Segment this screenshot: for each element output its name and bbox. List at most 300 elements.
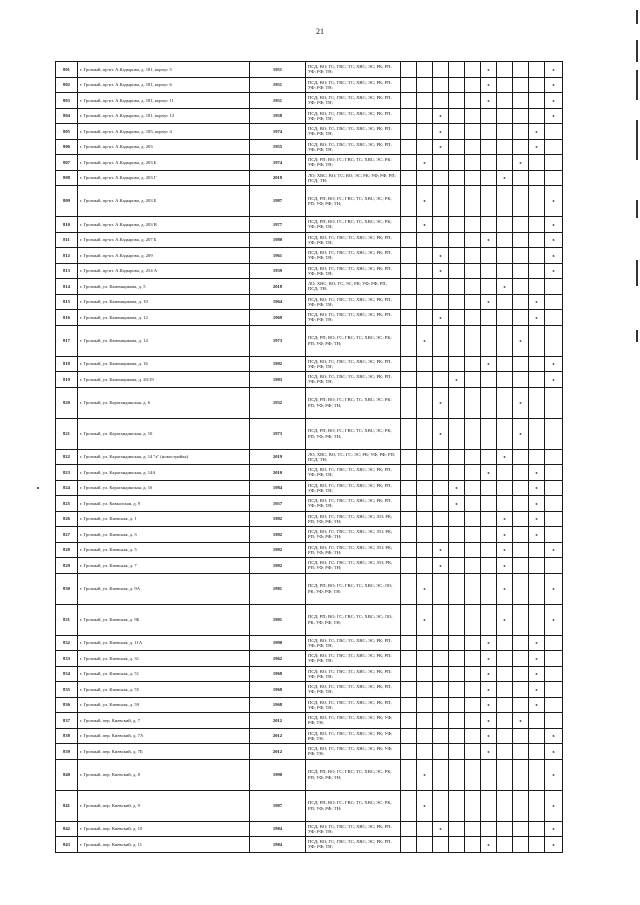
row-works-list: ПСД; РП; ВО; ГС; ГВС; ТС; ХВС; ЭС; ЛО; РК; УФ; РФ; ТН;: [306, 604, 401, 635]
row-mark-cell: [433, 480, 449, 496]
row-mark-cell: [417, 837, 433, 853]
row-year: 1951: [250, 62, 306, 78]
row-mark-cell: [449, 837, 465, 853]
row-mark-cell: [481, 372, 497, 388]
row-mark-cell: [497, 682, 513, 698]
row-mark-cell: [401, 217, 417, 233]
table-row: [56, 496, 563, 512]
row-year: 1962: [250, 651, 306, 667]
row-mark-cell: [497, 372, 513, 388]
row-year: 1984: [250, 480, 306, 496]
row-mark-cell: [545, 294, 563, 310]
row-number: 807: [56, 155, 78, 171]
row-mark-cell: [497, 217, 513, 233]
row-mark-cell: [449, 217, 465, 233]
row-mark-cell: [529, 837, 545, 853]
row-mark-cell: [401, 837, 417, 853]
row-mark-cell: [513, 573, 529, 604]
row-mark-cell: х: [513, 325, 529, 356]
row-mark-cell: [417, 527, 433, 543]
row-mark-cell: [545, 279, 563, 295]
row-mark-cell: [513, 310, 529, 326]
row-mark-cell: х: [433, 558, 449, 574]
row-mark-cell: [481, 248, 497, 264]
table-row: [56, 759, 563, 790]
row-mark-cell: [401, 480, 417, 496]
row-mark-cell: [401, 821, 417, 837]
row-mark-cell: [545, 666, 563, 682]
row-mark-cell: [401, 604, 417, 635]
row-mark-cell: [545, 465, 563, 481]
row-mark-cell: [417, 124, 433, 140]
row-mark-cell: [417, 232, 433, 248]
row-mark-cell: [401, 387, 417, 418]
table-row: [56, 139, 563, 155]
row-mark-cell: [401, 697, 417, 713]
row-mark-cell: [529, 263, 545, 279]
row-year: 1982: [250, 542, 306, 558]
row-mark-cell: [481, 387, 497, 418]
row-mark-cell: х: [545, 573, 563, 604]
row-mark-cell: [513, 604, 529, 635]
row-mark-cell: [497, 263, 513, 279]
row-mark-cell: [401, 759, 417, 790]
table-row: [56, 232, 563, 248]
row-mark-cell: х: [417, 186, 433, 217]
row-mark-cell: [513, 186, 529, 217]
row-works-list: ПСД; ВО; ГС; ГВС; ТС; ХВС; ЭС; РК; РП; УФ; РФ; ТН;: [306, 124, 401, 140]
row-year: 1990: [250, 635, 306, 651]
row-mark-cell: х: [481, 837, 497, 853]
row-address: г. Грозный, ул. Каменщикова, д. 12: [78, 310, 250, 326]
row-mark-cell: [513, 728, 529, 744]
row-works-list: ПСД; ВО; ГС; ГВС; ТС; ХВС; ЭС; РК; РП; УФ; РФ; ТН;: [306, 310, 401, 326]
row-mark-cell: [417, 682, 433, 698]
row-mark-cell: [481, 139, 497, 155]
row-mark-cell: [497, 666, 513, 682]
row-mark-cell: х: [481, 666, 497, 682]
table-row: [56, 310, 563, 326]
row-mark-cell: х: [529, 124, 545, 140]
row-mark-cell: [449, 821, 465, 837]
row-mark-cell: [433, 186, 449, 217]
row-address: г. Грозный, ул. Киевская, д. 31: [78, 651, 250, 667]
table-row: [56, 728, 563, 744]
row-mark-cell: [465, 186, 481, 217]
row-mark-cell: [433, 372, 449, 388]
row-address: г. Грозный, пр-кт. А.Кадырова, д. 203 Б: [78, 155, 250, 171]
row-mark-cell: [481, 449, 497, 465]
row-mark-cell: [529, 759, 545, 790]
row-mark-cell: [497, 387, 513, 418]
row-mark-cell: [401, 713, 417, 729]
row-works-list: ЛО; ХВС; ВО; ГС; ЭС; РК; УФ; РФ; РП; ПСД; ТН;: [306, 279, 401, 295]
table-row: [56, 356, 563, 372]
row-mark-cell: [465, 124, 481, 140]
row-year: 1968: [250, 697, 306, 713]
row-mark-cell: [497, 124, 513, 140]
row-mark-cell: [433, 573, 449, 604]
table-row: [56, 480, 563, 496]
row-mark-cell: [401, 542, 417, 558]
row-mark-cell: [417, 449, 433, 465]
row-mark-cell: [513, 542, 529, 558]
row-year: 1951: [250, 77, 306, 93]
row-mark-cell: х: [529, 496, 545, 512]
row-works-list: ПСД; ВО; ГС; ГВС; ТС; ХВС; ЭС; РК; РП; УФ; РФ; ТН;: [306, 465, 401, 481]
row-mark-cell: [465, 682, 481, 698]
row-works-list: ПСД; ВО; ГС; ГВС; ТС; ХВС; ЭС; РК; УФ; РФ; ТН;: [306, 713, 401, 729]
table-row: [56, 325, 563, 356]
row-mark-cell: [433, 790, 449, 821]
row-mark-cell: [513, 496, 529, 512]
row-address: г. Грозный, ул. Киевская, д. 55: [78, 682, 250, 698]
row-mark-cell: [481, 558, 497, 574]
row-mark-cell: х: [545, 790, 563, 821]
row-mark-cell: [545, 682, 563, 698]
row-mark-cell: [481, 155, 497, 171]
row-mark-cell: [449, 449, 465, 465]
row-mark-cell: [497, 480, 513, 496]
row-mark-cell: [545, 387, 563, 418]
row-mark-cell: х: [481, 744, 497, 760]
row-year: 1974: [250, 155, 306, 171]
table-row: [56, 511, 563, 527]
row-mark-cell: [449, 279, 465, 295]
row-mark-cell: х: [497, 527, 513, 543]
row-works-list: ПСД; РП; ВО; ГС; ГВС; ТС; ХВС; ЭС; РК; РП; УФ; РФ; ТН;: [306, 387, 401, 418]
row-mark-cell: [465, 666, 481, 682]
row-mark-cell: [513, 356, 529, 372]
row-mark-cell: [481, 310, 497, 326]
row-mark-cell: [401, 170, 417, 186]
row-mark-cell: [481, 604, 497, 635]
row-mark-cell: [449, 387, 465, 418]
row-address: г. Грозный, ул. Кавказская, д. 9: [78, 496, 250, 512]
row-mark-cell: [401, 356, 417, 372]
row-year: 1982: [250, 527, 306, 543]
row-mark-cell: [545, 124, 563, 140]
row-number: 837: [56, 713, 78, 729]
row-address: г. Грозный, пр-кт. А.Кадырова, д. 181, корпус 13: [78, 108, 250, 124]
row-mark-cell: [417, 77, 433, 93]
row-address: г. Грозный, ул. Карагандинская, д. 10: [78, 418, 250, 449]
row-mark-cell: х: [481, 635, 497, 651]
row-mark-cell: [433, 279, 449, 295]
row-mark-cell: [433, 682, 449, 698]
row-year: 1973: [250, 325, 306, 356]
row-mark-cell: [545, 155, 563, 171]
row-mark-cell: [497, 93, 513, 109]
row-number: 828: [56, 542, 78, 558]
row-mark-cell: [513, 480, 529, 496]
row-mark-cell: [545, 496, 563, 512]
row-mark-cell: х: [481, 728, 497, 744]
row-number: 813: [56, 263, 78, 279]
row-year: 1982: [250, 511, 306, 527]
row-works-list: ПСД; РП; ВО; ГС; ГВС; ТС; ХВС; ЭС; РК; УФ; РФ; ТН;: [306, 155, 401, 171]
row-mark-cell: [417, 713, 433, 729]
row-number: 841: [56, 790, 78, 821]
row-mark-cell: [417, 93, 433, 109]
table-row: [56, 837, 563, 853]
row-mark-cell: [529, 372, 545, 388]
row-mark-cell: [481, 527, 497, 543]
table-row: [56, 217, 563, 233]
table-row: [56, 651, 563, 667]
row-number: 811: [56, 232, 78, 248]
row-mark-cell: [401, 790, 417, 821]
row-address: г. Грозный, ул. Киевская, д. 9А: [78, 573, 250, 604]
row-mark-cell: [449, 635, 465, 651]
row-year: 1964: [250, 294, 306, 310]
row-mark-cell: [433, 635, 449, 651]
row-year: 1983: [250, 372, 306, 388]
row-year: 1982: [250, 558, 306, 574]
row-mark-cell: [401, 573, 417, 604]
row-mark-cell: [545, 449, 563, 465]
table-row: [56, 62, 563, 78]
row-works-list: ПСД; ВО; ГС; ГВС; ТС; ХВС; ЭС; РК; РП; УФ; РФ; ТН;: [306, 232, 401, 248]
row-mark-cell: [401, 682, 417, 698]
row-mark-cell: [465, 325, 481, 356]
row-address: г. Грозный, ул. Киевская, д. 11А: [78, 635, 250, 651]
row-mark-cell: [449, 325, 465, 356]
row-mark-cell: [497, 713, 513, 729]
row-mark-cell: [513, 263, 529, 279]
row-mark-cell: [449, 124, 465, 140]
row-mark-cell: [513, 558, 529, 574]
row-mark-cell: [465, 496, 481, 512]
table-row: [56, 294, 563, 310]
row-mark-cell: [481, 124, 497, 140]
row-mark-cell: [545, 527, 563, 543]
row-mark-cell: х: [513, 387, 529, 418]
row-mark-cell: [417, 511, 433, 527]
scan-edge-marks: [634, 0, 638, 905]
row-mark-cell: [497, 294, 513, 310]
row-mark-cell: х: [481, 356, 497, 372]
row-number: 808: [56, 170, 78, 186]
row-year: 1973: [250, 418, 306, 449]
row-address: г. Грозный, пер. Киевский, д. 10: [78, 821, 250, 837]
row-mark-cell: [433, 356, 449, 372]
row-address: г. Грозный, пер. Киевский, д. 8: [78, 759, 250, 790]
row-number: 810: [56, 217, 78, 233]
row-mark-cell: х: [481, 697, 497, 713]
row-works-list: ПСД; ВО; ГС; ГВС; ТС; ХВС; ЭС; РК; РП; УФ; РФ; ТН;: [306, 263, 401, 279]
row-mark-cell: [449, 666, 465, 682]
row-mark-cell: [433, 744, 449, 760]
row-mark-cell: [449, 527, 465, 543]
row-works-list: ПСД; РП; ВО; ГС; ГВС; ТС; ХВС; ЭС; РК; РП; УФ; РФ; ТН;: [306, 759, 401, 790]
row-works-list: ПСД; ВО; ГС; ГВС; ТС; ХВС; ЭС; ЛО; РК; РП; УФ; РФ; ТН;: [306, 542, 401, 558]
row-address: г. Грозный, пр-кт. А.Кадырова, д. 185, корпус 4: [78, 124, 250, 140]
row-mark-cell: х: [417, 155, 433, 171]
row-number: 802: [56, 77, 78, 93]
row-mark-cell: [465, 294, 481, 310]
row-works-list: ПСД; ВО; ГС; ГВС; ТС; ХВС; ЭС; ЛО; РК; РП; УФ; РФ; ТН;: [306, 558, 401, 574]
row-mark-cell: [433, 93, 449, 109]
row-mark-cell: х: [545, 728, 563, 744]
row-address: г. Грозный, ул. Киевская, д. 3: [78, 527, 250, 543]
row-mark-cell: [401, 418, 417, 449]
row-mark-cell: [529, 573, 545, 604]
row-address: г. Грозный, пер. Киевский, д. 7Б: [78, 744, 250, 760]
row-mark-cell: х: [497, 279, 513, 295]
housing-registry-table: [55, 61, 563, 853]
row-mark-cell: [529, 356, 545, 372]
row-year: 2018: [250, 279, 306, 295]
row-mark-cell: х: [481, 713, 497, 729]
row-year: 1981: [250, 604, 306, 635]
row-mark-cell: [529, 713, 545, 729]
table-row: [56, 744, 563, 760]
row-mark-cell: [417, 248, 433, 264]
row-mark-cell: [529, 170, 545, 186]
row-mark-cell: [401, 372, 417, 388]
row-mark-cell: [545, 511, 563, 527]
row-mark-cell: [417, 465, 433, 481]
row-works-list: ЛО; ХВС; ВО; ТС; ВО; ЭС; РК; УФ; РФ; РП; ПСД; ТН;: [306, 170, 401, 186]
row-mark-cell: [481, 325, 497, 356]
row-mark-cell: [401, 527, 417, 543]
row-mark-cell: [513, 635, 529, 651]
row-number: 814: [56, 279, 78, 295]
row-mark-cell: [449, 728, 465, 744]
row-mark-cell: [417, 558, 433, 574]
row-mark-cell: х: [433, 263, 449, 279]
row-mark-cell: [481, 418, 497, 449]
row-mark-cell: [465, 93, 481, 109]
row-mark-cell: [497, 635, 513, 651]
table-row: [56, 108, 563, 124]
row-mark-cell: [529, 62, 545, 78]
row-mark-cell: [513, 759, 529, 790]
row-mark-cell: [529, 325, 545, 356]
row-mark-cell: [481, 790, 497, 821]
row-works-list: ПСД; ВО; ГС; ГВС; ТС; ХВС; ЭС; РК; РП; УФ; РФ; ТН;: [306, 139, 401, 155]
row-address: г. Грозный, пр-кт. А.Кадырова, д. 181, корпус 6: [78, 77, 250, 93]
table-body: [56, 62, 563, 853]
row-year: 1982: [250, 356, 306, 372]
row-mark-cell: [513, 279, 529, 295]
table-row: [56, 124, 563, 140]
row-mark-cell: [449, 356, 465, 372]
row-year: 1957: [250, 496, 306, 512]
row-number: 824: [56, 480, 78, 496]
row-works-list: ПСД; ВО; ГС; ГВС; ТС; ХВС; ЭС; РК; РП; УФ; РФ; ТН;: [306, 496, 401, 512]
row-mark-cell: [417, 651, 433, 667]
table-row: [56, 279, 563, 295]
row-number: 833: [56, 651, 78, 667]
row-address: г. Грозный, пр-кт. А.Кадырова, д. 203 Г: [78, 170, 250, 186]
row-mark-cell: [417, 635, 433, 651]
scan-dot: [37, 487, 39, 489]
row-year: 1984: [250, 821, 306, 837]
row-mark-cell: [465, 635, 481, 651]
row-works-list: ПСД; ВО; ГС; ГВС; ТС; ХВС; ЭС; РК; РП; УФ; РФ; ТН;: [306, 666, 401, 682]
row-mark-cell: [497, 77, 513, 93]
row-mark-cell: [481, 279, 497, 295]
row-mark-cell: [465, 263, 481, 279]
row-year: 1974: [250, 124, 306, 140]
row-year: 1977: [250, 217, 306, 233]
row-mark-cell: [497, 759, 513, 790]
row-mark-cell: [465, 449, 481, 465]
row-number: 820: [56, 387, 78, 418]
row-mark-cell: [465, 697, 481, 713]
row-mark-cell: [465, 573, 481, 604]
row-mark-cell: [417, 728, 433, 744]
row-works-list: ПСД; ВО; ГС; ГВС; ТС; ХВС; ЭС; РК; РП; УФ; РФ; ТН;: [306, 651, 401, 667]
row-mark-cell: [417, 697, 433, 713]
row-mark-cell: х: [545, 186, 563, 217]
row-number: 805: [56, 124, 78, 140]
row-mark-cell: [529, 155, 545, 171]
row-mark-cell: х: [529, 511, 545, 527]
row-mark-cell: х: [529, 666, 545, 682]
row-mark-cell: [401, 93, 417, 109]
row-mark-cell: [545, 697, 563, 713]
row-address: г. Грозный, пер. Киевский, д. 7А: [78, 728, 250, 744]
row-mark-cell: [449, 77, 465, 93]
row-number: 842: [56, 821, 78, 837]
row-address: г. Грозный, пр-кт. А.Кадырова, д. 203 Б: [78, 186, 250, 217]
row-mark-cell: [513, 821, 529, 837]
row-mark-cell: [433, 465, 449, 481]
row-mark-cell: [417, 480, 433, 496]
row-number: 826: [56, 511, 78, 527]
row-mark-cell: [401, 232, 417, 248]
row-works-list: ПСД; ВО; ГС; ГВС; ТС; ХВС; ЭС; РК; РП; УФ; РФ; ТН;: [306, 248, 401, 264]
row-mark-cell: х: [433, 542, 449, 558]
row-address: г. Грозный, ул. Каменщикова, д. 16: [78, 356, 250, 372]
row-mark-cell: [433, 697, 449, 713]
row-mark-cell: [465, 651, 481, 667]
row-address: г. Грозный, ул. Киевская, д. 51: [78, 666, 250, 682]
row-mark-cell: [465, 821, 481, 837]
row-works-list: ПСД; РП; ВО; ГС; ГВС; ТС; ХВС; ЭС; РК; РП; УФ; РФ; ТН;: [306, 418, 401, 449]
row-mark-cell: х: [529, 651, 545, 667]
row-mark-cell: [465, 310, 481, 326]
row-mark-cell: [497, 418, 513, 449]
row-mark-cell: [401, 728, 417, 744]
row-mark-cell: [401, 124, 417, 140]
row-works-list: ПСД; РП; ВО; ГС; ГВС; ТС; ХВС; ЭС; РК; УФ; РФ; ТН;: [306, 217, 401, 233]
row-mark-cell: [497, 248, 513, 264]
row-year: 1968: [250, 666, 306, 682]
table-row: [56, 573, 563, 604]
row-mark-cell: [529, 186, 545, 217]
row-works-list: ПСД; ВО; ГС; ГВС; ТС; ХВС; ЭС; ЛО; РК; РП; УФ; РФ; ТН;: [306, 527, 401, 543]
row-mark-cell: [465, 248, 481, 264]
row-works-list: ПСД; РП; ВО; ГС; ГВС; ТС; ХВС; ЭС; ЛО; РК; УФ; РФ; ТН;: [306, 573, 401, 604]
table-row: [56, 465, 563, 481]
row-mark-cell: х: [529, 697, 545, 713]
row-mark-cell: х: [417, 573, 433, 604]
row-address: г. Грозный, ул. Каменщикова, д. 14: [78, 325, 250, 356]
table-row: [56, 155, 563, 171]
row-address: г. Грозный, пр-кт. А.Кадырова, д. 203: [78, 139, 250, 155]
row-mark-cell: [449, 62, 465, 78]
row-mark-cell: [433, 155, 449, 171]
row-mark-cell: [449, 418, 465, 449]
row-mark-cell: [513, 108, 529, 124]
row-mark-cell: [513, 93, 529, 109]
row-mark-cell: [401, 651, 417, 667]
row-mark-cell: [465, 108, 481, 124]
